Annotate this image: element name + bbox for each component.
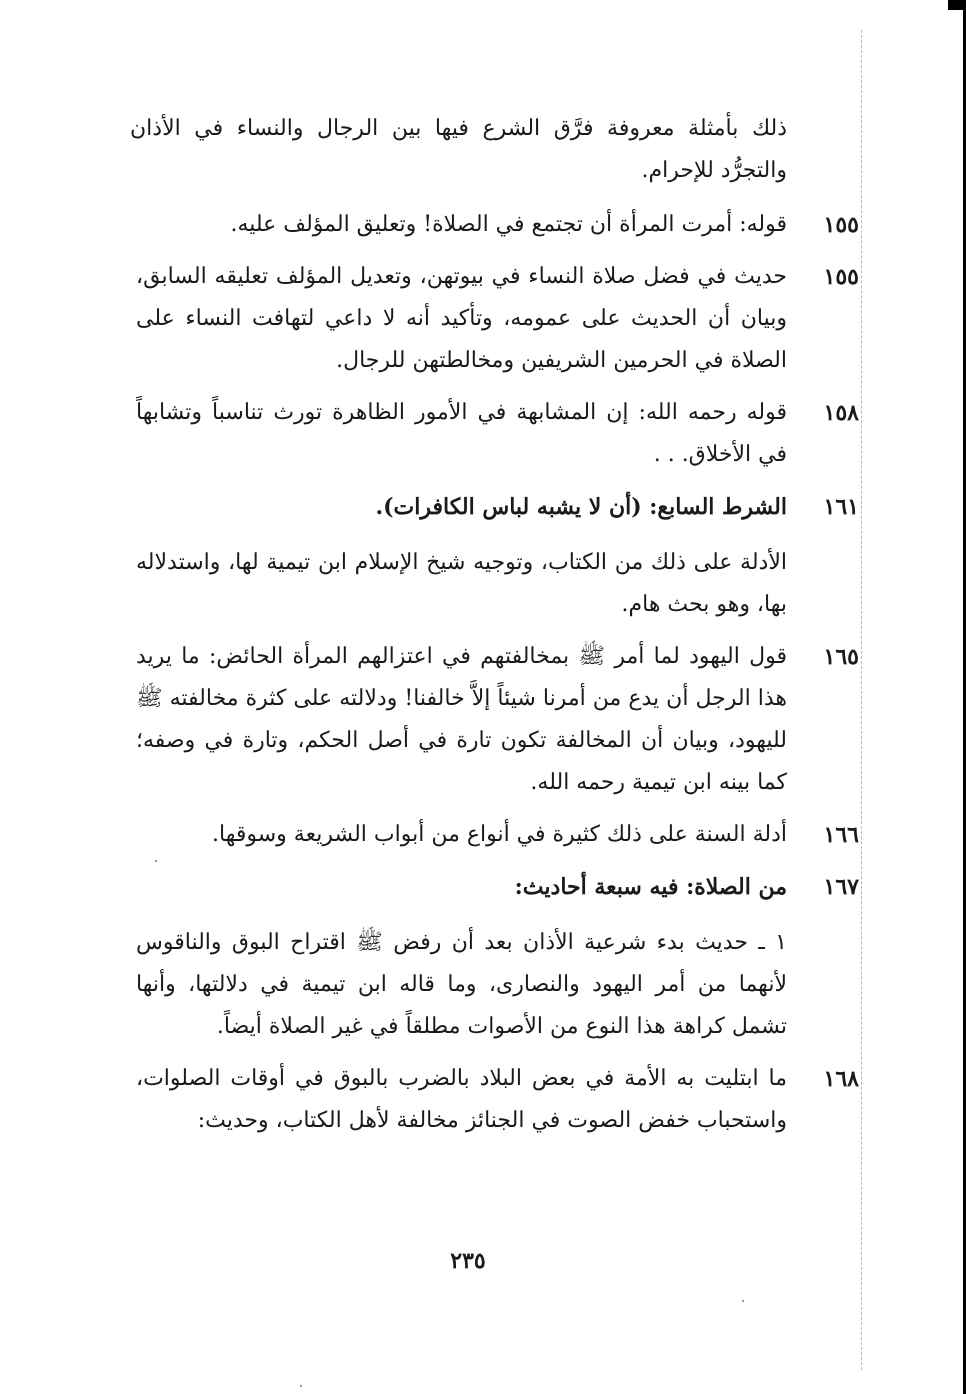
scan-corner-mark	[948, 0, 966, 10]
entry-continuation: الأدلة على ذلك من الكتاب، وتوجيه شيخ الإسلام ابن تيمية لها، واستدلاله بها، وهو بحث هام.	[136, 550, 787, 617]
entry-page-number: ١٦٧	[823, 874, 859, 900]
entry-page-number: ١٥٥	[823, 212, 859, 238]
intro-text: ذلك بأمثلة معروفة فرَّق الشرع فيها بين الرجال والنساء في الأذان والتجرُّد للإحرام.	[130, 116, 787, 183]
entry-text: قول اليهود لما أمر ﷺ بمخالفتهم في اعتزالهم المرأة الحائض: ما يريد هذا الرجل أن يدع من أمرنا شيئاً إلاَّ خالفنا! ودلالته على كثرة مخالفته ﷺ لليهود، وبيان أن المخالفة تكون تارة في أصل الحكم، وتارة في وصفه؛ كما بينه ابن تيمية رحمه الله.	[136, 644, 787, 795]
entry-page-number: ١٦٨	[823, 1066, 859, 1092]
entry-heading: من الصلاة: فيه سبعة أحاديث:	[514, 874, 787, 900]
entry-text: قوله: أمرت المرأة أن تجتمع في الصلاة! وتعليق المؤلف عليه.	[230, 212, 787, 237]
entry-page-number: ١٦١	[823, 494, 859, 520]
intro-paragraph	[130, 108, 787, 192]
index-entry	[130, 866, 865, 908]
entry-text: أدلة السنة على ذلك كثيرة في أنواع من أبواب الشريعة وسوقها.	[212, 822, 787, 847]
entry-page-number: ١٦٥	[823, 644, 859, 670]
index-entry	[130, 636, 865, 804]
entry-text: قوله رحمه الله: إن المشابهة في الأمور الظاهرة تورث تناسباً وتشابهاً في الأخلاق. . .	[136, 400, 787, 467]
entry-page-number: ١٥٨	[823, 400, 859, 426]
index-content	[130, 108, 865, 1152]
entry-page-number: ١٥٥	[823, 264, 859, 290]
index-entry	[130, 256, 865, 382]
entry-page-number: ١٦٦	[823, 822, 859, 848]
index-entry	[130, 486, 865, 528]
index-entry	[130, 1058, 865, 1142]
entry-continuation: ١ ـ حديث بدء شرعية الأذان بعد أن رفض ﷺ اقتراح البوق والناقوس لأنهما من أمر اليهود والنصارى، وما قاله ابن تيمية في دلالتها، وأنها تشمل كراهة هذا النوع من الأصوات مطلقاً في غير الصلاة أيضاً.	[136, 930, 787, 1039]
entry-text: ما ابتليت به الأمة في بعض البلاد بالضرب بالبوق في أوقات الصلوات، واستحباب خفض الصوت في الجنائز مخالفة لأهل الكتاب، وحديث:	[136, 1066, 787, 1133]
entry-text: حديث في فضل صلاة النساء في بيوتهن، وتعديل المؤلف تعليقه السابق، وبيان أن الحديث على عمومه، وتأكيد أنه لا داعي لتهافت النساء على الصلاة في الحرمين الشريفين ومخالطتهن للرجال.	[136, 264, 787, 373]
index-entry	[130, 814, 865, 856]
page-number: ٢٣٥	[450, 1248, 486, 1274]
scan-speck	[742, 1300, 744, 1302]
index-entry	[130, 204, 865, 246]
entry-heading: الشرط السابع: (أن لا يشبه لباس الكافرات).	[375, 494, 787, 520]
scan-speck	[300, 1385, 302, 1387]
index-entry	[130, 392, 865, 476]
